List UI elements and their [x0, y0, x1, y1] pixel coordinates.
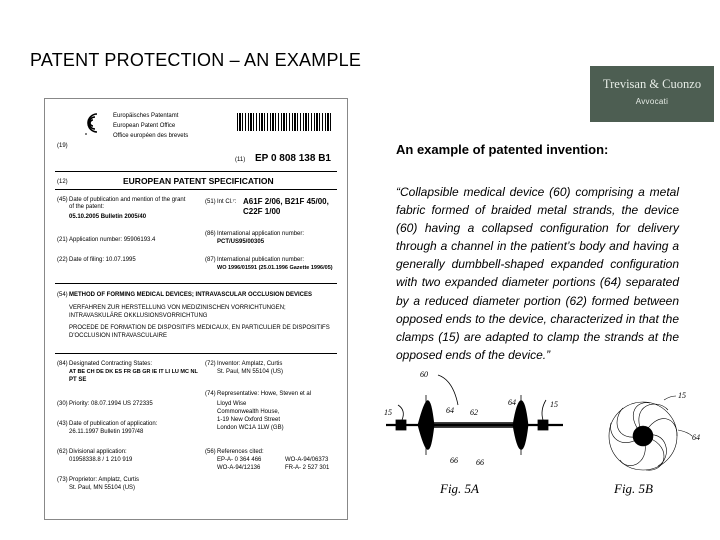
pub-app-value: 26.11.1997 Bulletin 1997/48: [69, 429, 144, 435]
inid-54: (54): [57, 292, 68, 298]
rep-line-2: Commonwealth House,: [217, 409, 280, 415]
inid-73: (73): [57, 477, 68, 483]
title-fr-2: D'OCCLUSION INTRAVASCULAIRE: [69, 333, 167, 339]
ref-item: WO-A-94/12136: [217, 465, 261, 471]
intl-app-label: International application number:: [217, 231, 305, 237]
abstract-heading: An example of patented invention:: [396, 142, 609, 157]
inid-86: (86): [205, 231, 216, 237]
int-cl-value-2: C22F 1/00: [243, 207, 281, 216]
intl-app-value: PCT/US95/00305: [217, 239, 265, 245]
divider: [55, 353, 337, 354]
int-cl-label: Int Cl.⁷:: [217, 199, 237, 205]
ref-label: 15: [550, 400, 558, 409]
ref-label: 64: [692, 433, 700, 442]
ref-item: EP-A- 0 364 466: [217, 457, 262, 463]
divider: [55, 189, 337, 190]
proprietor-label: Proprietor: Amplatz, Curtis: [69, 477, 140, 483]
ref-label: 60: [420, 370, 428, 379]
inid-62: (62): [57, 449, 68, 455]
office-en: European Patent Office: [113, 123, 176, 129]
figure-5b-label: Fig. 5B: [614, 481, 653, 496]
ref-label: 15: [678, 391, 686, 400]
firm-name: Trevisan & Cuonzo: [602, 77, 702, 91]
rep-line-4: London WC1A 1LW (GB): [217, 425, 284, 431]
inid-51: (51): [205, 199, 216, 205]
div-label: Divisional application:: [69, 449, 127, 455]
pub-app-label: Date of publication of application:: [69, 421, 158, 427]
slide-title: PATENT PROTECTION – AN EXAMPLE: [30, 50, 362, 70]
inid-72: (72): [205, 361, 216, 367]
inid-74: (74): [205, 391, 216, 397]
inid-84: (84): [57, 361, 68, 367]
ref-label: 62: [470, 408, 478, 417]
priority: Priority: 08.07.1994 US 272335: [69, 401, 153, 407]
inid-19: (19): [57, 143, 68, 149]
ref-item: FR-A- 2 527 301: [285, 465, 330, 471]
spec-title: EUROPEAN PATENT SPECIFICATION: [123, 176, 274, 186]
divider: [55, 171, 337, 172]
title-fr-1: PROCEDE DE FORMATION DE DISPOSITIFS MEDICAUX, EN PARTICULIER DE DISPOSITIFS: [69, 325, 330, 331]
refs-label: References cited:: [217, 449, 264, 455]
ref-label: 66: [476, 458, 484, 467]
intl-pub-value: WO 1996/01591 (25.01.1996 Gazette 1996/05): [217, 265, 333, 271]
ref-label: 64: [446, 406, 454, 415]
patent-number: EP 0 808 138 B1: [255, 153, 331, 164]
inid-21: (21): [57, 237, 68, 243]
ref-label: 64: [508, 398, 516, 407]
title-de-1: VERFAHREN ZUR HERSTELLUNG VON MEDIZINISCHEN VORRICHTUNGEN;: [69, 305, 286, 311]
filing-date: Date of filing: 10.07.1995: [69, 257, 136, 263]
states-value-1: AT BE CH DE DK ES FR GB GR IE IT LI LU MC NL: [69, 369, 198, 375]
inid-22: (22): [57, 257, 68, 263]
epo-logo-icon: [83, 111, 101, 135]
firm-logo: [590, 66, 714, 122]
firm-subtitle: Avvocati: [635, 97, 669, 106]
inventor-value: St. Paul, MN 55104 (US): [217, 369, 284, 375]
proprietor-value: St. Paul, MN 55104 (US): [69, 485, 136, 491]
int-cl-value-1: A61F 2/06, B21F 45/00,: [243, 197, 329, 206]
inid-30: (30): [57, 401, 68, 407]
inventor-label: Inventor: Amplatz, Curtis: [217, 361, 283, 367]
abstract-text: “Collapsible medical device (60) comprising a metal fabric formed of braided metal strands, the device (60) having a collapsed configuration for delivery through a channel in the patient’s body and having a generally dumbbell-shaped expanded configuration with two expanded diameter portions (64) separated by a reduced diameter portion (62) formed between opposed ends to the device, characterized in that the clamps (15) are adapted to clamp the strands at the opposed ends of the device.”: [396, 185, 679, 362]
figure-5b-drawing: [598, 388, 708, 488]
figure-5a-label: Fig. 5A: [440, 481, 479, 496]
date-pub-label: Date of publication and mention of the grant of the patent:: [69, 197, 186, 211]
patent-front-page: [44, 98, 348, 520]
inid-43: (43): [57, 421, 68, 427]
rep-line-3: 1-19 New Oxford Street: [217, 417, 281, 423]
figure-5a-drawing: [378, 365, 578, 485]
ref-item: WO-A-94/06373: [285, 457, 329, 463]
title-en: METHOD OF FORMING MEDICAL DEVICES; INTRAVASCULAR OCCLUSION DEVICES: [69, 292, 313, 298]
rep-label: Representative: Howe, Steven et al: [217, 391, 312, 397]
office-fr: Office européen des brevets: [113, 133, 189, 139]
date-pub-value: 05.10.2005 Bulletin 2005/40: [69, 214, 147, 220]
application-number: Application number: 95906193.4: [69, 237, 156, 243]
divider: [55, 283, 337, 284]
ref-label: 66: [450, 456, 458, 465]
expanded-portion-left: [418, 395, 434, 455]
office-de: Europäisches Patentamt: [113, 113, 179, 119]
inid-45: (45): [57, 197, 68, 203]
rep-line-1: Lloyd Wise: [217, 401, 247, 407]
inid-11: (11): [235, 157, 246, 163]
intl-pub-label: International publication number:: [217, 257, 305, 263]
states-value-2: PT SE: [69, 377, 87, 383]
inid-56: (56): [205, 449, 216, 455]
div-value: 01958338.8 / 1 210 919: [69, 457, 133, 463]
states-label: Designated Contracting States:: [69, 361, 153, 367]
inid-12: (12): [57, 179, 68, 185]
ref-label: 15: [384, 408, 392, 417]
inid-87: (87): [205, 257, 216, 263]
barcode: [237, 113, 333, 131]
title-de-2: INTRAVASKULÄRE OKKLUSIONSVORRICHTUNG: [69, 313, 208, 319]
